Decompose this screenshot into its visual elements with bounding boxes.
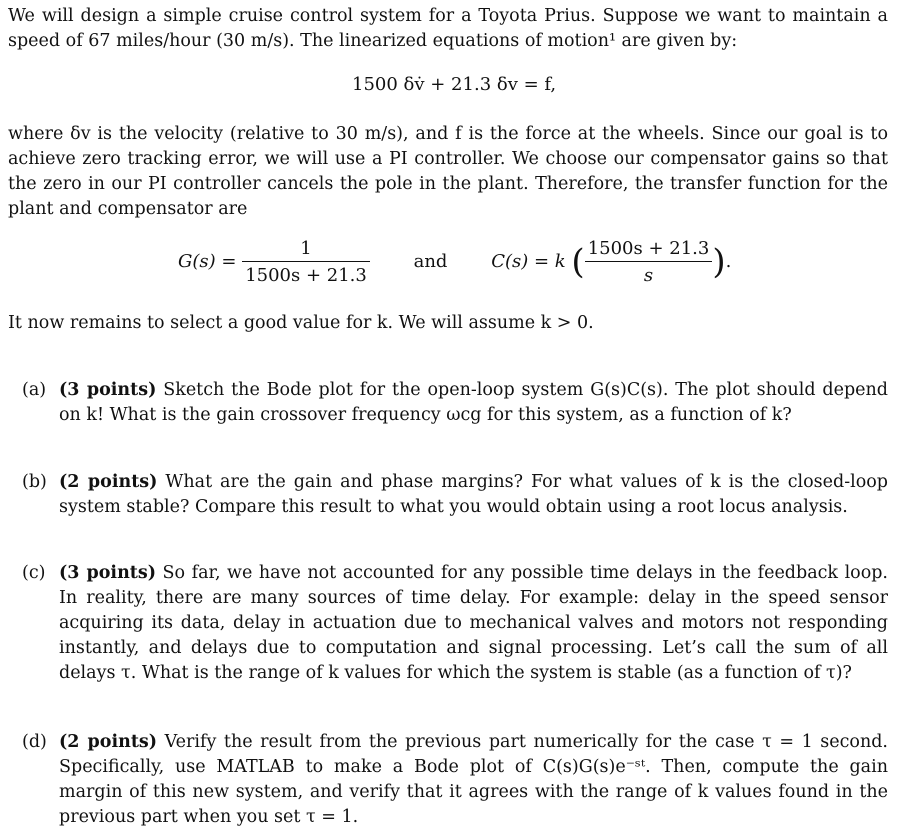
transfer-function-equation [178, 238, 731, 286]
c-denominator: s [643, 265, 654, 286]
part-points: (3 points) [59, 380, 157, 400]
and-word: and [413, 251, 448, 272]
intro-paragraph-2: where δv is the velocity (relative to 30 m/s), and f is the force at the wheels. Since our goal is to achieve zero tracking error, we will use a PI controller. We choose our compensator gains so that the zero in our PI controller cancels the pole in the plant. Therefore, the transfer function for the plant and compensator are [8, 124, 888, 219]
g-lhs: G(s) = [178, 251, 237, 272]
part-points: (3 points) [59, 563, 157, 583]
right-paren: ) [712, 242, 726, 282]
c-lhs: C(s) = k [491, 251, 566, 272]
intro-paragraph-1: We will design a simple cruise control system for a Toyota Prius. Suppose we want to maintain a speed of 67 miles/hour (30 m/s). The linearized equations of motion¹ are given by: [8, 6, 888, 51]
g-numerator: 1 [242, 238, 370, 262]
question-part-b [22, 470, 888, 520]
c-fraction [585, 238, 713, 286]
question-part-a [22, 378, 888, 428]
part-label: (a) [22, 380, 47, 400]
part-text: What are the gain and phase margins? For what values of k is the closed-loop system stable? Compare this result to what you would obtain using a root locus analysis. [59, 472, 888, 517]
part-label: (d) [22, 732, 47, 752]
part-text: Verify the result from the previous part numerically for the case τ = 1 second. Specifically, use MATLAB to make a Bode plot of C(s)G(s)e⁻ˢᵗ. Then, compute the gain margin of this new system, and verify that it agrees with the range of k values found in the previous part when you set τ = 1. [59, 732, 888, 827]
c-numerator: 1500s + 21.3 [585, 238, 713, 262]
part-text: So far, we have not accounted for any possible time delays in the feedback loop. In reality, there are many sources of time delay. For example: delay in the speed sensor acquiring its data, delay in actuation due to mechanical valves and motors not responding instantly, and delays due to computation and signal processing. Let’s call the sum of all delays τ. What is the range of k values for which the system is stable (as a function of τ)? [59, 563, 888, 683]
part-points: (2 points) [59, 732, 158, 752]
g-denominator: 1500s + 21.3 [245, 265, 367, 286]
part-label: (c) [22, 563, 46, 583]
equation-period: . [725, 251, 732, 272]
left-paren: ( [571, 242, 585, 282]
part-label: (b) [22, 472, 47, 492]
equation-of-motion: 1500 δv̇ + 21.3 δv = f, [352, 74, 557, 95]
question-part-d [22, 730, 888, 830]
intro-paragraph-3: It now remains to select a good value for k. We will assume k > 0. [8, 313, 594, 333]
g-fraction [242, 238, 370, 286]
question-part-c [22, 561, 888, 686]
part-points: (2 points) [59, 472, 158, 492]
part-text: Sketch the Bode plot for the open-loop system G(s)C(s). The plot should depend on k! What is the gain crossover frequency ωcg for this system, as a function of k? [59, 380, 888, 425]
